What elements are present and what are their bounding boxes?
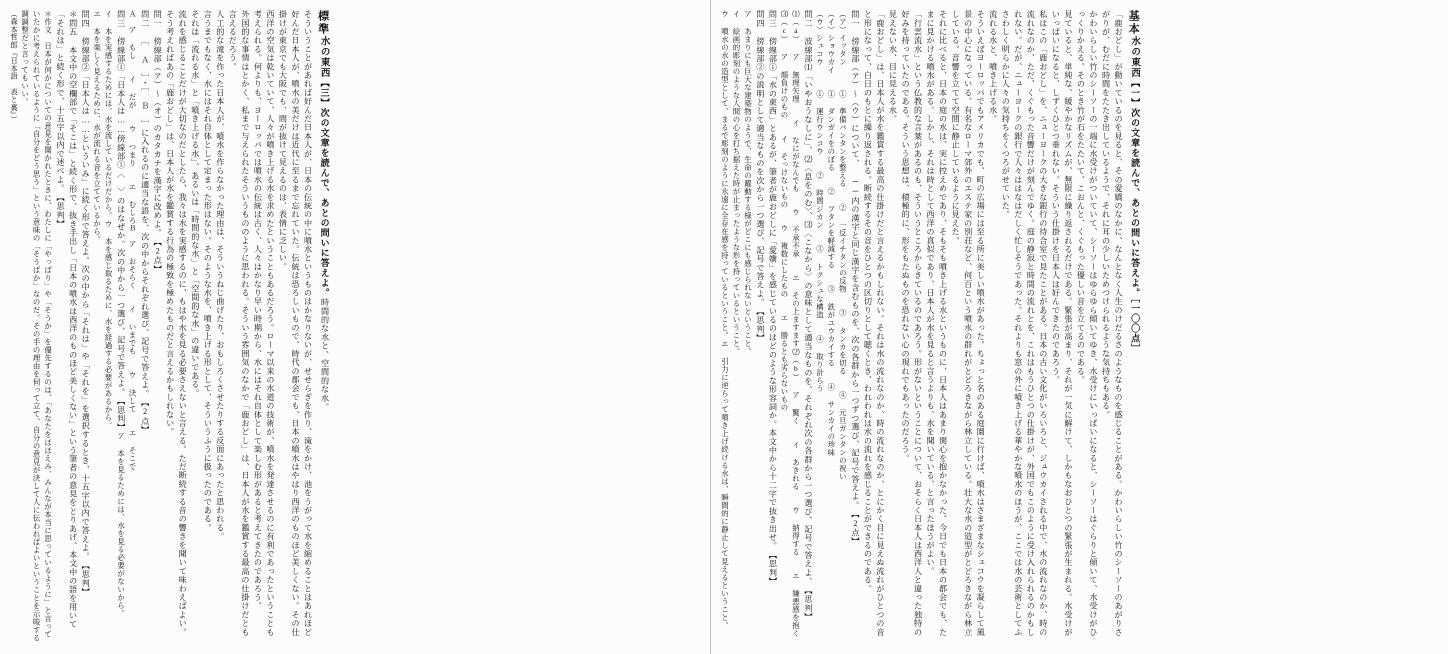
hyojun-instruction: 【三】次の文章を読んで、あとの問いに答えよ。 bbox=[319, 78, 330, 298]
kihon-paragraph: 見えない水、目に見える水。 bbox=[888, 10, 898, 124]
hyojun-paragraph: そういうことがあれば好んだ日本人が、日本の伝統の中に噴水というものはかなりないが、せせらぎを作り、滝をかけ、池をうがって水を縮めることはあれほど好んだ日本人が、噴水の美だけは近代に至るまで忘れていた。伝統は恐ろしいもので、時代の都会でも、日本の噴水はやはり西洋のものほど美しくない。その仕掛けが東京でも大阪でも、間が抜けて見えるのは、表情に乏しい。 bbox=[278, 10, 313, 637]
hyojun-question-choice: イ 本を実感するためには、水を流しているだけだから。 bbox=[104, 10, 114, 220]
kihon-question: 問二 波線部⑴「いやおうなしに」、⑵〈息をのむ〉、⑶〈こなから〉の意味として適当なものを、それぞれ次の各群から一つ選び、記号で答えよ。 【思判】 bbox=[803, 10, 813, 622]
hyojun-question-choice: ア 本を見るためには、水を見る必要がないから。 bbox=[116, 431, 126, 618]
kihon-question-choice: （ウ）シュコウ ① 運行ウンコウ ② 時間ジカン ③ トクシュな構造 ④ 取り計らう bbox=[815, 10, 825, 393]
worksheet-kihon bbox=[711, 0, 1448, 654]
kihon-question: 問四 傍線部②の説明として適当なものを次から一つ選び、記号で答えよ。 【思判】 bbox=[755, 10, 765, 343]
hyojun-title: 水の東西 bbox=[318, 36, 329, 78]
hyojun-paragraph: 西洋の空気は乾いていて、人々が噴き上げる水を求めたということもあるだろう。ローマ以来の水道の技術が、噴水を発達させるのに有利であったということも考えられる。何よりも、ヨーロッパでは噴水の伝統は古く、人々はかなり早い時期から、水にはそれ自体として楽しむ形があると考えてきたのであろう。 bbox=[253, 10, 275, 637]
hyojun-question: 問四 傍線部②「日本人は……といういみ」に続く形で答えよ。次の中から「それは」や「それを」を選択するとき、十五字以内で答えよ。 【思判】 bbox=[81, 10, 91, 597]
kihon-question-choice: エ 引力に逆らって噴き上げ続ける水は、瞬間的に静止して見えるということ。 bbox=[720, 339, 730, 630]
kihon-question-choice: ⑵（b） ア 驚く イ あきれる ウ 納得する エ 嫌悪感を抱く bbox=[791, 347, 801, 638]
kihon-question: 問一 傍線部（ア）〜（ウ）について、 ──内の漢字と同じ漢字を含むものを、次の各群から一つずつ選び、記号で答えよ。 【2点】 bbox=[850, 10, 860, 546]
kihon-paragraph: 私はこの「鹿おどし」を、ニューヨークの大きな銀行の待合室で見たことがある。日本の古い文化がいろいろと、ジュウカイされる中で、水の流れなのか、時の流れなのか、ただ、くぐもった音響だけが刻んでゆく。庭の静寂と時間の流れとを、これはもうひとつの仕掛けが、外国でもこのように受け入れられるのかもしれない。だが、ニューヨークの銀行で人々ははなはだしく忙しそうであった。それよりも窓の外に噴き上げる華やかな噴水のほうが、ここでは水の芸術としてふさわしく明らかに人々の気持ちをくつろがせていた。 bbox=[1001, 10, 1048, 637]
hyojun-paragraph: 言うまでもなく、水にはそれ自体として定まった形はない。そのような水を、噴き上げる形として、そういうふうに扱ったのである。 bbox=[203, 10, 213, 532]
kihon-paragraph: 見ていると、単純な、緩やかなリズムが、無限に繰り返されるだけである。緊張が高まり、それが一気に解けて、しかもなおひとつの緊張が生まれる。水受けがいっぱいになると、しずくひとつ垂れない。そういう仕掛けを日本人は好んできたのであろう。 bbox=[1051, 10, 1073, 637]
hyojun-question: 問二 ［ Ａ ］・［ Ｂ ］に入れるのに適当な語を、次の中からそれぞれ選び、記号で答えよ。 【2点】 bbox=[140, 10, 150, 435]
kihon-paragraph: 「鹿おどし」が動いているのを見ると、その愛嬌のなかに、なんとなく人生のけだるさのようなものを感じることがある。かわいらしい竹のシーソーのあがりさがりが、むだに時間をたたき出しているようで、それに耳の少しいためつけられるような気持ちもある。 bbox=[1101, 10, 1124, 637]
hyojun-paragraph: 外国的な事情はとかく、私まで与えられたそういうもののように思われる。そういう雰囲気のなかで「鹿おどし」は、日本人が水を鑑賞する最高の仕掛けだとも言えるだろう。 bbox=[228, 10, 250, 637]
kihon-question-choice: ウ 噴水の水の造型として、まるで彫刻のように永遠に全存在感を持っているということ。 bbox=[720, 10, 730, 340]
kihon-title: 水の東西 bbox=[1129, 36, 1140, 78]
hyojun-question-choice: エ 本を楽しく見えるために、水が流れる音を立てているから。 bbox=[92, 10, 102, 244]
kihon-question-choice: ⑶（c） ア 顔負けのもの イ そっけないもの ウ 複数にしたもの エ 勝るとも劣らないもの bbox=[779, 10, 789, 412]
kihon-badge: 基本 bbox=[1127, 10, 1140, 36]
hyojun-paragraph: 人工的な滝を作った日本人が、噴水を作らなかった理由は、そういうねじ曲げたり、おもしろくさせたりする反面にあったと思われる。 bbox=[215, 10, 225, 541]
kihon-paragraph: 「鹿おどし」は、日本人が水を鑑賞する最高の仕掛けだと言えるかもしれない。それは水の流れなのか、時の流れなのか、とにかく目に見えぬ流れがひとつの音と形になって、白日のもとに繰り返される。断続するその音をひとつの区切りとして聴くとき、われわれは水の流れを感じることができるのである。 bbox=[863, 10, 885, 637]
kihon-question-choice: ⑴（a） ア 無理矢理 イ なにがなんでも ウ 不承不承 エ その上ますます bbox=[791, 10, 801, 348]
kihon-paragraph: そういえばヨーロッパでもアメリカでも、町の広場には至る所に美しい噴水があった。ちょっと名のある庭園に行けば、噴水はさまざまなシュコウを凝らして風景の中心になっている。有名なローマ郊外のエステ家の別荘など、何百という噴水の群れがとどろきながら林立している。壮大な水の造型がとどろきながら林立している。音響を立てて空間に静止しているように見えた。 bbox=[951, 10, 986, 637]
kihon-instruction: 【一】次の文章を読んで、あとの問いに答えよ。［一〇〇点］ bbox=[1130, 78, 1141, 354]
kihon-paragraph: 「行雲流水」という仏教的な言葉があるのも、そういうところからきているのであろう。形がないということについて、おそらく日本人は西洋人と違った独特の好みを持っていたのである。そういう思想は、積極的に、形をもたぬものを恐れない心の現れでもあったのだろう。 bbox=[901, 10, 923, 637]
worksheet-hyojun bbox=[0, 0, 710, 654]
hyojun-question-choice: ウ 本を感じ取るために、水を経過する必要があるから。 bbox=[104, 219, 114, 430]
source-credit: （森本哲郎『日本語 表と裏』） bbox=[10, 10, 19, 124]
hyojun-question: ＊問五 本文中の空欄部で「そこは」と続く形で、抜き手出し「日本の噴水は西洋のものほど美しくない」という筆者の意見をとりあげ、本文中の語を用いて「それは」と続く形で、十五字以内で述べよ。 【思判】 bbox=[56, 10, 78, 629]
hyojun-paragraph: 流れを感じることだけが大切なのだとしたら、我々は水を実感するのに、もはや水を見る必要さえないと言える。ただ断続する音の響きを聞いて味わえばよい。そう考えればあの「鹿おどし」は、日本人が水を鑑賞する行為の極致を極めたものだと言えるかもしれない。 bbox=[165, 10, 188, 637]
kihon-vertical-text bbox=[719, 10, 1141, 644]
kihon-paragraph: 流れる水と、噴き上げる水。 bbox=[988, 10, 998, 124]
hyojun-question: 問一 傍線部（ア）〜（オ）のカタカナを漢字に改めよ。 【2点】 bbox=[153, 10, 163, 274]
kihon-paragraph: かわいらしい竹のシーソーの一端に水受けがついていて、シーソーはゆらゆら傾いてゆき、水受けにいっぱいになると、シーソーはぐらりと傾いて、水受けがひっくりかえる。そのとき竹が石をたたいて、こおんと、くぐもった優しい音を立てるのである。 bbox=[1076, 10, 1098, 637]
kihon-paragraph: それに比べると、日本の庭の水は、実に控えめであり、そもそも噴き上げる水というものに、日本人はあまり関心を抱かなかった。今日でも日本の都会でも、たまに見かける噴水がある。しかし、それは時として西洋の真似であり、日本人が水を見ると言うよりも、水を聞いている、と言ったほうがよい。 bbox=[926, 10, 948, 637]
hyojun-paragraph: 時間的な水と、空間的な水。 bbox=[320, 298, 330, 412]
kihon-question-choice: （ア）イッタン ① 準備バンタンを整える ② 一反イチタンの反物 ③ タンカを切る ④ 元旦ガンタンの祝い bbox=[838, 10, 848, 481]
hyojun-composition: ＊作文 日本が何かについての意見を聞かれたときに、わたしに「やっぱり」や「そうか」を優先するのは、「あなたをほほえみ、みんなが本当に思っているように」と言っていたかに考えられているように「自分をどう思う」という意味の「そうばか」なのだ。その手の理由を伺って立て、自分の意見が決して人に伝わればよいということを示唆する調調整だと言ってもいい。 bbox=[20, 10, 53, 642]
hyojun-question-choice: Ｂ ア おそらく イ いまでも ウ 決して エ そこで bbox=[128, 224, 138, 471]
kihon-question-choice: （イ）ショウカイ ① ダンガイをのぼる ② フタンを軽減する ③ 鉄がユウカイする ④ サンカイの珍味 bbox=[826, 10, 836, 457]
hyojun-question-choice: Ａ ア もし イ だが ウ つまり エ むしろ bbox=[128, 10, 138, 225]
hyojun-question: 問三 傍線部①「日本人は……傍線部①〈 〉のはなぜか。次の中から一つ選び、記号で答えよ。 【思判】 bbox=[116, 10, 126, 432]
hyojun-vertical-text bbox=[8, 10, 331, 644]
kihon-question-choice: ア あまりにも巨大な建築物のようで、生命の躍動する様がどこにも感じられないということ。 bbox=[743, 10, 753, 356]
kihon-question: 問三 傍線部①「水の東西」とあるが、筆者が鹿おどしに「愛嬌」を感じているのはどのような形容詞か。本文中から十二字で抜き出せ。 【思判】 bbox=[768, 10, 778, 586]
hyojun-badge: 標準 bbox=[316, 10, 329, 36]
hyojun-paragraph: それは「流れる水」と「噴き上げる水」、あるいは「時間的な水」と「空間的な水」の違いである。 bbox=[190, 10, 200, 398]
kihon-question-choice: イ 絵画的彫刻のような人間の心を打ち据えた時が止まったような形を持っているということ。 bbox=[731, 10, 741, 356]
